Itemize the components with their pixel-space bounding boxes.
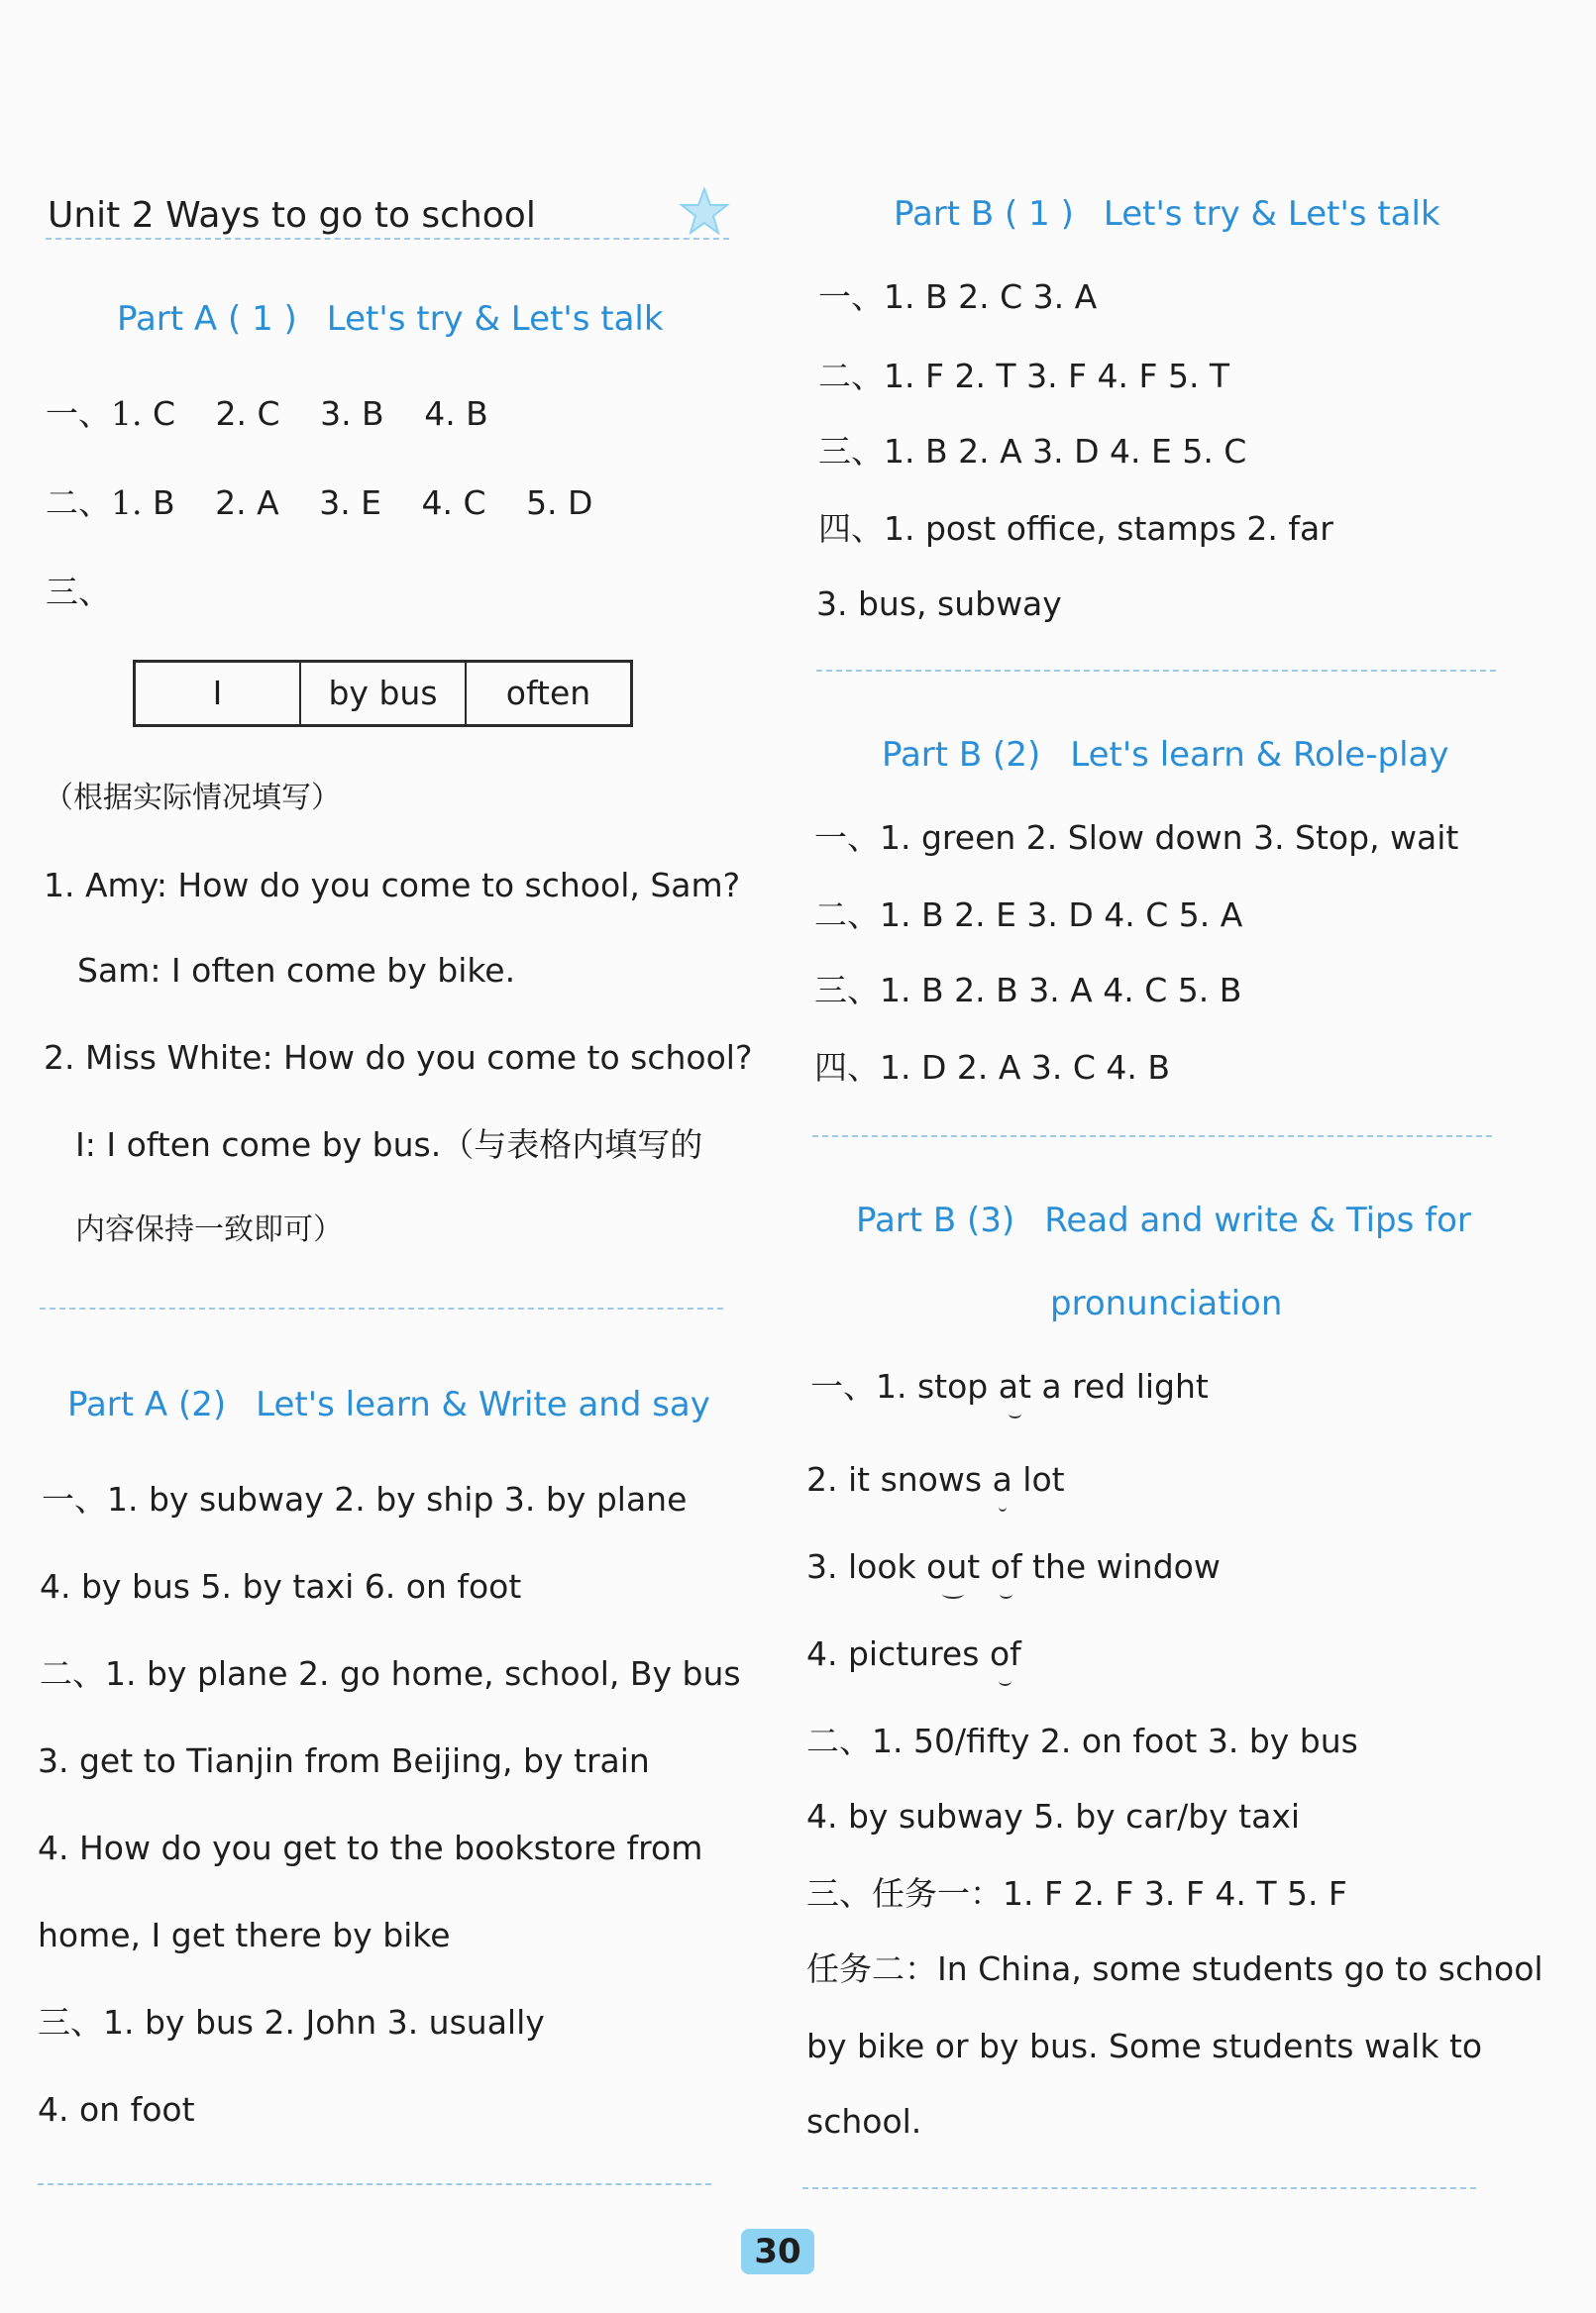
answer-line — [46, 394, 488, 434]
section-title-partA1 — [117, 299, 664, 339]
answer-line: 三、任务一：1. F 2. F 3. F 4. T 5. F — [806, 1874, 1347, 1913]
table-cell: I — [136, 663, 301, 724]
answer-line: 二、1. B 2. E 3. D 4. C 5. A — [814, 895, 1243, 934]
section-title-partB1 — [894, 194, 1440, 234]
answer-line: 4. How do you get to the bookstore from — [38, 1829, 703, 1867]
dialog-line: I: I often come by bus.（与表格内填写的 — [75, 1125, 703, 1164]
answer-table — [133, 660, 633, 727]
title-underline — [46, 238, 729, 240]
section-divider — [802, 2187, 1476, 2189]
answer-line: 二、1. 50/fifty 2. on foot 3. by bus — [806, 1722, 1358, 1760]
text: lot — [1022, 1460, 1065, 1499]
answer: 3. E — [319, 483, 382, 522]
section-title-subtitle: Let's learn & Role-play — [1070, 735, 1449, 775]
dialog-line: Sam: I often come by bike. — [77, 951, 516, 990]
answer-line: 三、1. by bus 2. John 3. usually — [38, 2003, 545, 2042]
answer-line — [806, 1634, 1021, 1674]
linking-mark-word: at — [998, 1367, 1031, 1406]
star-icon — [679, 186, 730, 238]
text: the window — [1032, 1547, 1221, 1586]
answer-line: 3. get to Tianjin from Beijing, by train — [38, 1741, 650, 1780]
text: 一、1. stop — [810, 1367, 989, 1406]
answer-line: school. — [806, 2102, 922, 2141]
answer: C — [153, 394, 176, 433]
answer-line: 一、1. B 2. C 3. A — [818, 277, 1098, 316]
section-divider — [812, 1135, 1492, 1137]
answer-line: 二、1. by plane 2. go home, school, By bus — [40, 1654, 741, 1693]
note: （根据实际情况填写） — [44, 781, 341, 815]
section-title-part: Part A ( 1 ) — [117, 299, 297, 339]
section-title-part: Part B (3) — [856, 1201, 1015, 1240]
section-title-subtitle: Read and write & Tips for — [1044, 1201, 1471, 1240]
section-title-subtitle: Let's try & Let's talk — [326, 299, 664, 339]
section-title-part: Part A (2) — [67, 1385, 227, 1424]
linking-mark-word: of — [990, 1547, 1022, 1586]
answer: B — [153, 483, 175, 522]
text: a red light — [1041, 1367, 1209, 1406]
section-title-subtitle: Let's learn & Write and say — [256, 1385, 710, 1424]
table-cell: often — [505, 674, 591, 712]
answer-line: 三、1. B 2. A 3. D 4. E 5. C — [818, 432, 1247, 471]
section-title-part: Part B (2) — [882, 735, 1041, 775]
answer-line: home, I get there by bike — [38, 1916, 451, 1954]
text: 3. look — [806, 1547, 916, 1586]
answer-line — [806, 1547, 1221, 1587]
section-title-partB2 — [882, 735, 1448, 775]
answer-line: by bike or by bus. Some students walk to — [806, 2027, 1483, 2065]
question-label: 一、1. — [46, 394, 143, 433]
answer-line: 4. by subway 5. by car/by taxi — [806, 1797, 1301, 1836]
answer-line: 二、1. F 2. T 3. F 4. F 5. T — [818, 357, 1230, 395]
question-label: 二、1. — [46, 483, 143, 522]
linking-mark-word: of — [989, 1634, 1021, 1673]
text: 2. it snows — [806, 1460, 983, 1499]
dialog-line: 1. Amy: How do you come to school, Sam? — [44, 866, 741, 904]
answer: 4. B — [424, 394, 488, 433]
answer-line: 三、1. B 2. B 3. A 4. C 5. B — [814, 971, 1242, 1009]
dialog-line: 2. Miss White: How do you come to school? — [44, 1038, 753, 1077]
answer-line: 一、1. green 2. Slow down 3. Stop, wait — [814, 818, 1459, 857]
section-divider — [40, 1308, 723, 1310]
question-label: 三、 — [46, 573, 111, 611]
page-number: 30 — [741, 2229, 814, 2274]
table-cell: by bus — [301, 663, 467, 724]
answer-line: 任务二：In China, some students go to school — [806, 1949, 1543, 1988]
section-divider — [816, 670, 1496, 672]
text: 4. pictures — [806, 1634, 980, 1673]
answer-line: 四、1. D 2. A 3. C 4. B — [814, 1048, 1171, 1087]
answer-line: 4. by bus 5. by taxi 6. on foot — [40, 1567, 522, 1606]
answer-line — [810, 1367, 1209, 1407]
section-title-partB3-cont: pronunciation — [1050, 1284, 1283, 1323]
answer-line: 3. bus, subway — [816, 584, 1062, 623]
section-title-partB3 — [856, 1201, 1471, 1240]
unit-title: Unit 2 Ways to go to school — [48, 195, 536, 236]
answer: 2. C — [215, 394, 280, 433]
linking-mark-word: a — [992, 1460, 1012, 1499]
section-title-partA2 — [67, 1385, 710, 1424]
answer: 4. C — [421, 483, 486, 522]
section-title-part: Part B ( 1 ) — [894, 194, 1074, 234]
answer-line: 4. on foot — [38, 2090, 195, 2129]
linking-mark-word: out — [926, 1547, 981, 1586]
answer-line — [806, 1460, 1065, 1500]
dialog-line: 内容保持一致即可） — [75, 1212, 343, 1247]
section-divider — [38, 2183, 711, 2185]
answer-line — [46, 483, 592, 523]
answer: 3. B — [320, 394, 384, 433]
answer-line: 一、1. by subway 2. by ship 3. by plane — [42, 1480, 688, 1519]
answer: 5. D — [526, 483, 593, 522]
answer: 2. A — [215, 483, 279, 522]
answer-line: 四、1. post office, stamps 2. far — [818, 509, 1333, 548]
section-title-subtitle: Let's try & Let's talk — [1103, 194, 1440, 234]
